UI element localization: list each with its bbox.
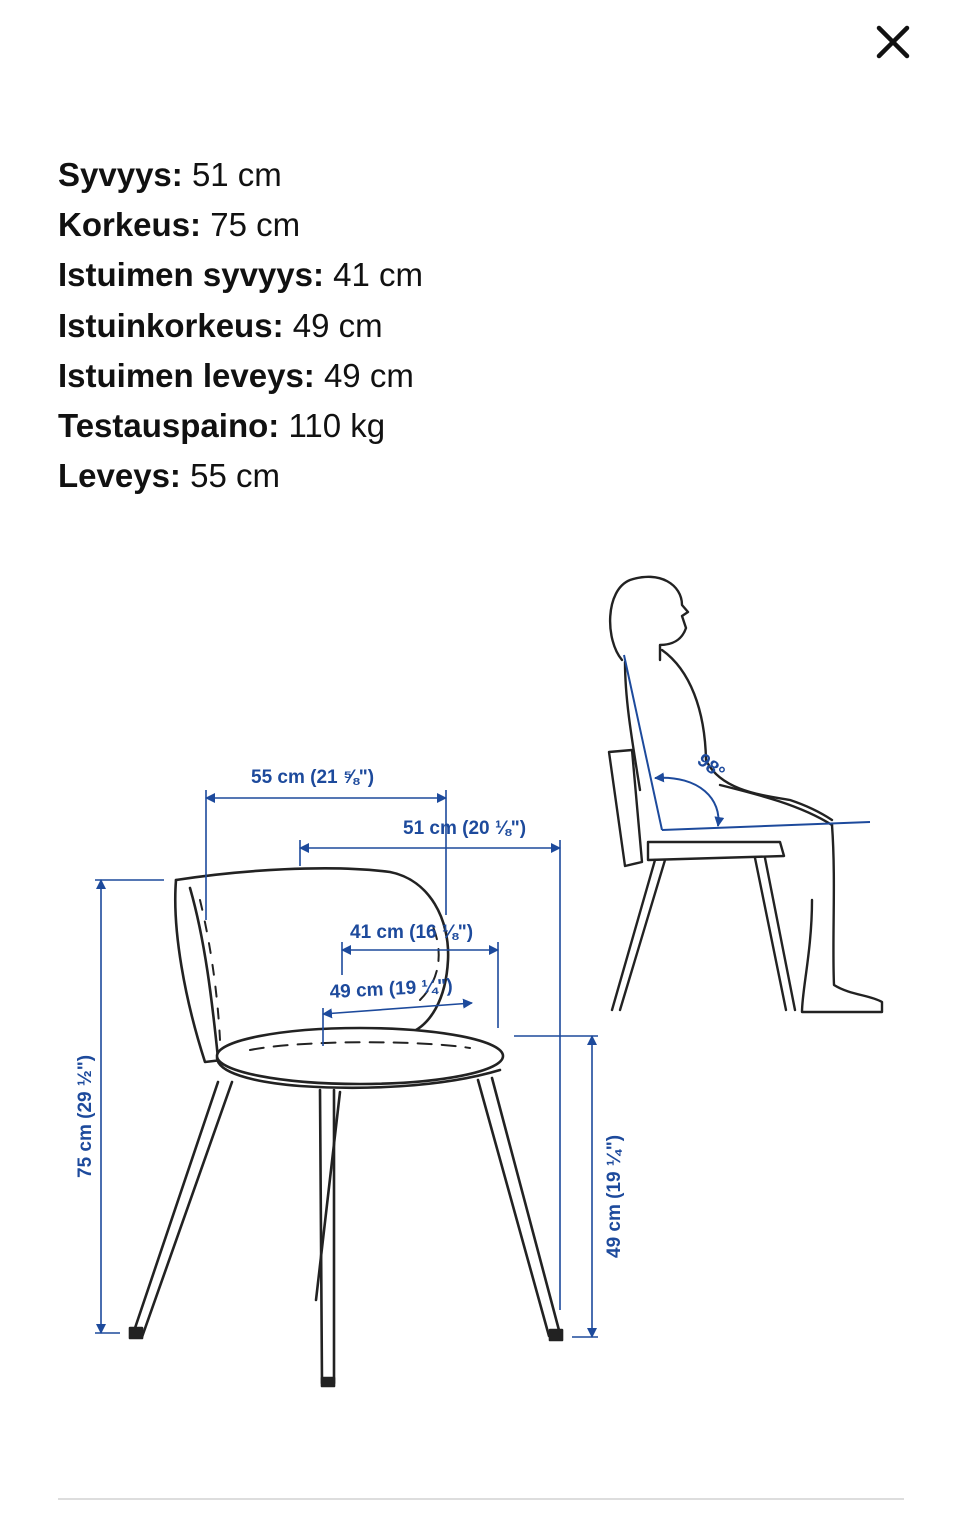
seat-width-dimension-label: 49 cm (19 ¼") — [329, 975, 454, 1003]
spec-label: Istuimen syvyys: — [58, 256, 324, 294]
person-seated-drawing — [609, 577, 882, 1012]
spec-value: 49 cm — [292, 306, 383, 344]
spec-width — [58, 451, 423, 501]
spec-seat-depth — [58, 250, 423, 300]
back-angle-guides — [624, 655, 870, 830]
spec-value: 75 cm — [210, 206, 301, 244]
spec-label: Testauspaino: — [58, 407, 280, 445]
close-icon — [876, 25, 910, 59]
spec-label: Istuinkorkeus: — [58, 306, 284, 344]
spec-seat-width — [58, 351, 423, 401]
close-button[interactable] — [866, 18, 920, 66]
seat-depth-dimension-label: 41 cm (16 ⅛") — [350, 922, 474, 943]
height-dimension-label: 75 cm (29 ½") — [75, 1054, 96, 1178]
spec-value: 55 cm — [190, 457, 280, 495]
depth-dimension-label: 51 cm (20 ⅛") — [403, 818, 527, 839]
chair-dimension-illustration — [0, 560, 960, 1410]
width-dimension-label: 55 cm (21 ⅝") — [251, 767, 375, 788]
spec-label: Leveys: — [58, 457, 181, 495]
spec-test-weight — [58, 401, 423, 451]
spec-value: 110 kg — [288, 407, 386, 445]
back-angle-label: 98° — [692, 749, 729, 785]
spec-height — [58, 200, 423, 250]
spec-value: 41 cm — [333, 256, 424, 294]
spec-seat-height — [58, 301, 423, 351]
spec-depth — [58, 150, 423, 200]
spec-list — [58, 150, 423, 501]
spec-value: 51 cm — [191, 156, 282, 193]
spec-value: 49 cm — [323, 356, 414, 394]
bottom-divider — [58, 1498, 904, 1500]
seat-height-dimension-label: 49 cm (19 ¼") — [604, 1134, 625, 1258]
spec-label: Korkeus: — [58, 206, 202, 244]
spec-label: Syvyys: — [58, 156, 183, 193]
spec-label: Istuimen leveys: — [58, 356, 315, 394]
